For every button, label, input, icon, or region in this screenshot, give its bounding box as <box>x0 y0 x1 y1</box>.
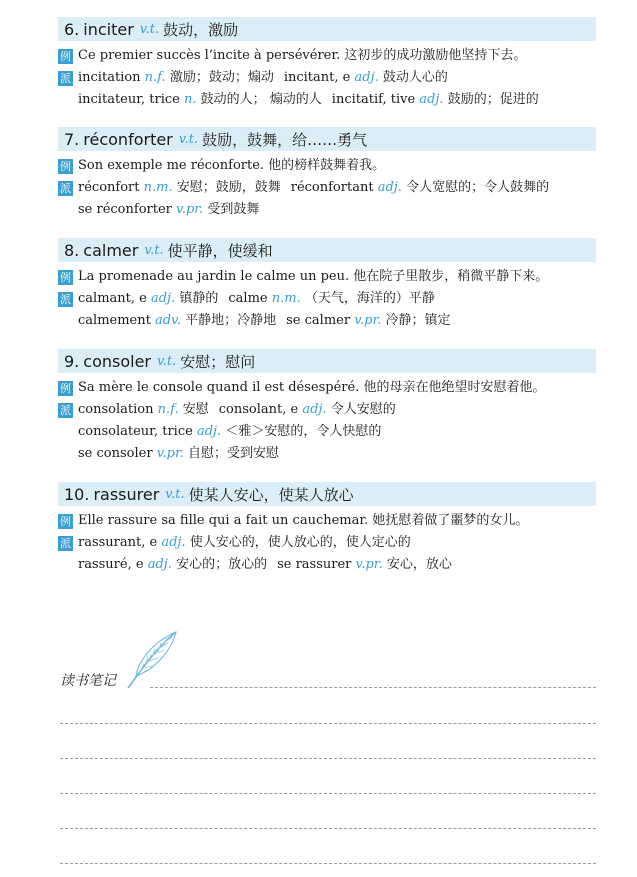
derived-meaning: 使人安心的，使人放心的，使人定心的 <box>189 535 411 550</box>
derived-word: réconfort <box>78 180 140 195</box>
derived-word: calmement <box>78 313 151 328</box>
notes-line[interactable] <box>60 863 596 864</box>
derived-meaning: 受到鼓舞 <box>207 202 260 217</box>
derived-meaning: 安慰 <box>182 402 209 417</box>
derived-word: se consoler <box>78 446 153 461</box>
feather-icon <box>122 628 182 692</box>
derived-pos: n.m. <box>271 291 301 306</box>
example-tag: 例 <box>60 382 71 395</box>
notes-line[interactable] <box>60 828 596 829</box>
derived-pos: v.pr. <box>355 557 383 572</box>
part-of-speech: v.t. <box>144 242 164 258</box>
derived-meaning: 鼓动的人； 煽动的人 <box>200 92 322 107</box>
entry-header <box>58 238 596 262</box>
derived-pos: v.pr. <box>156 446 184 461</box>
notes-line[interactable] <box>60 758 596 759</box>
derived-pos: v.pr. <box>354 313 382 328</box>
derived-pos: adj. <box>147 557 172 572</box>
derived-word: incitant, e <box>283 70 351 85</box>
derived-tag: 派 <box>60 537 71 550</box>
headword-meaning: 使平静，使缓和 <box>167 241 273 260</box>
derived-pos: adj. <box>161 535 186 550</box>
derived-pos: v.pr. <box>176 202 204 217</box>
derived-meaning: 鼓励的；促进的 <box>447 92 539 107</box>
derived-meaning: 平静地；冷静地 <box>185 313 277 328</box>
derived-pos: n.f. <box>157 402 179 417</box>
derived-word: consolation <box>78 402 154 417</box>
derived-word: rassuré, e <box>78 557 144 572</box>
example-text: Ce premier succès l’incite à persévérer. 这初步的成功激励他坚持下去。 <box>78 48 527 63</box>
derived-meaning: 安心的；放心的 <box>176 557 268 572</box>
headword-meaning: 使某人安心，使某人放心 <box>188 485 354 504</box>
headword-meaning: 鼓动，激励 <box>163 20 239 39</box>
example-tag: 例 <box>60 271 71 284</box>
derived-pos: adj. <box>354 70 379 85</box>
part-of-speech: v.t. <box>139 21 160 37</box>
example-text: Son exemple me réconforte. 他的榜样鼓舞着我。 <box>78 158 386 173</box>
derived-word: calmant, e <box>78 291 147 306</box>
derived-word: incitateur, trice <box>78 92 180 107</box>
derived-meaning: 自慰；受到安慰 <box>188 446 280 461</box>
derived-pos: n.m. <box>143 180 173 195</box>
entry-number: 9. <box>64 351 80 371</box>
notes-line[interactable] <box>150 687 596 688</box>
derived-pos: n.f. <box>144 70 166 85</box>
entry-number: 7. <box>64 129 80 149</box>
example-tag: 例 <box>60 515 71 528</box>
derived-line <box>58 67 596 89</box>
derived-meaning: 鼓动人心的 <box>382 70 448 85</box>
derived-tag: 派 <box>60 404 71 417</box>
headword-meaning: 鼓励，鼓舞，给……勇气 <box>202 130 368 149</box>
derived-word: rassurant, e <box>78 535 158 550</box>
derived-pos: adj. <box>196 424 222 439</box>
derived-meaning: 激励；鼓动；煽动 <box>169 70 274 85</box>
example-tag: 例 <box>60 160 71 173</box>
reading-notes-title: 读书笔记 <box>60 673 116 689</box>
derived-word: incitation <box>78 70 141 85</box>
headword: inciter <box>83 19 134 39</box>
derived-meaning: （天气，海洋的）平静 <box>304 291 435 306</box>
derived-line <box>58 532 596 554</box>
headword: consoler <box>83 351 151 371</box>
entry <box>58 238 596 332</box>
part-of-speech: v.t. <box>178 131 199 147</box>
derived-line <box>58 288 596 310</box>
derived-line <box>58 199 596 221</box>
derived-word: réconfortant <box>290 180 374 195</box>
example-line <box>58 510 596 532</box>
derived-line <box>58 399 596 421</box>
derived-line <box>58 421 596 443</box>
derived-line <box>58 310 596 332</box>
example-text: Sa mère le console quand il est désespéré. 他的母亲在他绝望时安慰着他。 <box>78 380 546 395</box>
derived-meaning: 令人宽慰的；令人鼓舞的 <box>406 180 550 195</box>
derived-tag: 派 <box>60 72 71 85</box>
derived-meaning: 令人安慰的 <box>330 402 396 417</box>
example-line <box>58 155 596 177</box>
example-tag: 例 <box>60 50 71 63</box>
entry <box>58 349 596 465</box>
part-of-speech: v.t. <box>165 486 185 502</box>
notes-line[interactable] <box>60 793 596 794</box>
derived-pos: n. <box>184 92 197 107</box>
derived-line <box>58 443 596 465</box>
derived-meaning: 安慰；鼓励，鼓舞 <box>176 180 281 195</box>
derived-word: consolateur, trice <box>78 424 193 439</box>
entry-header <box>58 17 596 41</box>
derived-meaning: 安心，放心 <box>386 557 452 572</box>
derived-meaning: 镇静的 <box>179 291 219 306</box>
headword-meaning: 安慰；慰问 <box>180 352 256 371</box>
notes-line[interactable] <box>60 723 596 724</box>
headword: calmer <box>83 240 139 260</box>
derived-tag: 派 <box>60 182 71 195</box>
derived-line <box>58 89 596 111</box>
entry <box>58 17 596 111</box>
entry-number: 6. <box>64 19 80 39</box>
example-text: La promenade au jardin le calme un peu. 他在院子里散步，稍微平静下来。 <box>78 269 549 284</box>
derived-meaning: 冷静；镇定 <box>385 313 451 328</box>
derived-tag: 派 <box>60 293 71 306</box>
headword: rassurer <box>93 484 160 504</box>
headword: réconforter <box>83 129 173 149</box>
derived-word: se calmer <box>286 313 351 328</box>
derived-pos: adv. <box>154 313 181 328</box>
part-of-speech: v.t. <box>156 353 177 369</box>
entry <box>58 482 596 576</box>
derived-word: consolant, e <box>218 402 299 417</box>
derived-line <box>58 177 596 199</box>
entry-header <box>58 349 596 373</box>
derived-meaning: ＜雅＞安慰的，令人快慰的 <box>225 424 382 439</box>
example-text: Elle rassure sa fille qui a fait un cauchemar. 她抚慰着做了噩梦的女儿。 <box>78 513 529 528</box>
example-line <box>58 377 596 399</box>
example-line <box>58 45 596 67</box>
derived-line <box>58 554 596 576</box>
derived-word: se réconforter <box>78 202 172 217</box>
entry-header <box>58 127 596 151</box>
entry-number: 8. <box>64 240 80 260</box>
derived-pos: adj. <box>377 180 402 195</box>
derived-pos: adj. <box>419 92 444 107</box>
derived-word: incitatif, tive <box>331 92 416 107</box>
example-line <box>58 266 596 288</box>
derived-word: se rassurer <box>277 557 352 572</box>
derived-word: calme <box>228 291 268 306</box>
derived-pos: adj. <box>302 402 327 417</box>
derived-pos: adj. <box>150 291 176 306</box>
entry-number: 10. <box>64 484 90 504</box>
entry <box>58 127 596 221</box>
entry-header <box>58 482 596 506</box>
